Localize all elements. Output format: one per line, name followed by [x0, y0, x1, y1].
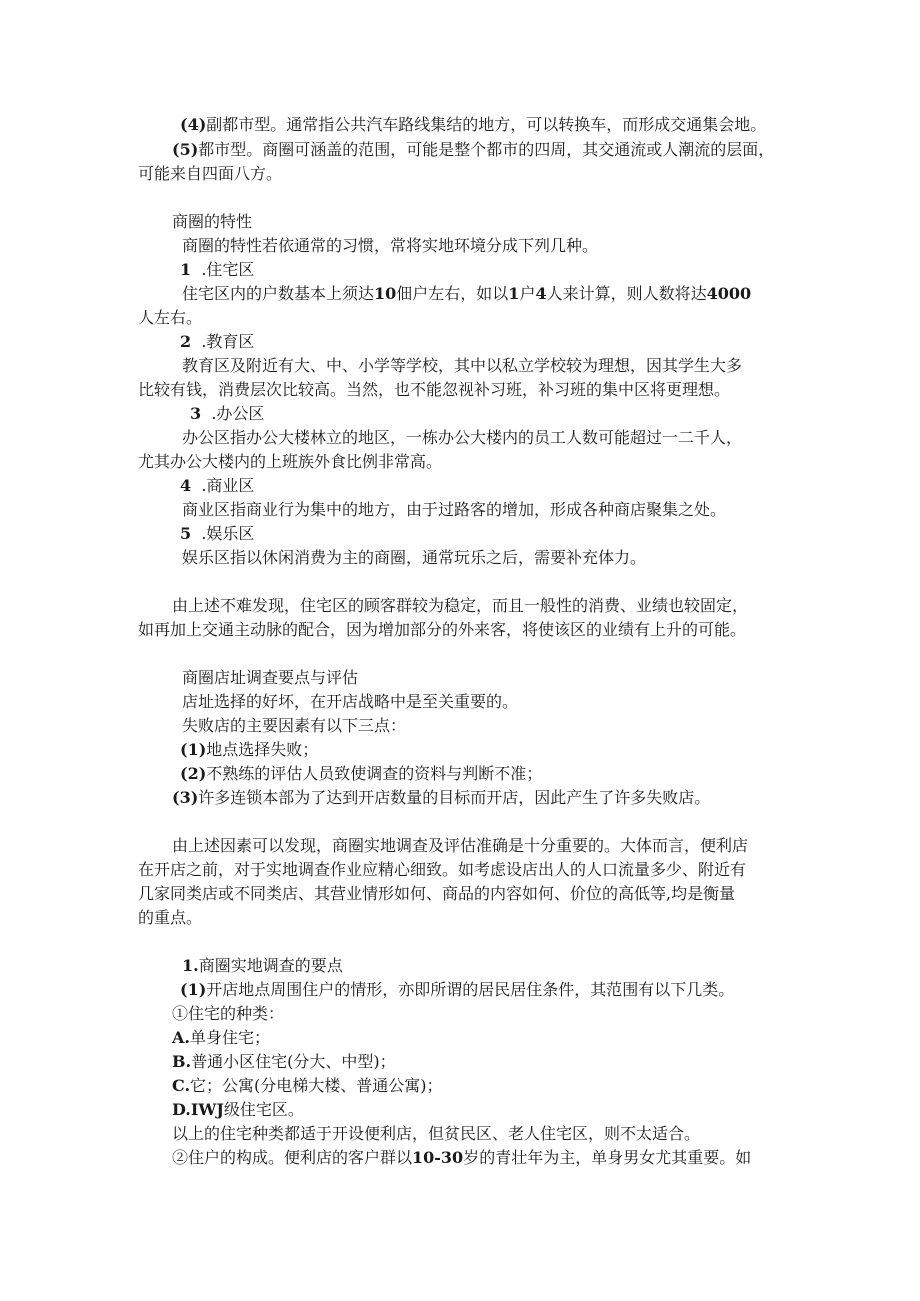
section-heading-characteristics: 商圈的特性 — [172, 212, 253, 231]
paragraph-subcenter-type — [180, 114, 766, 136]
list-item-heading-commercial — [180, 475, 254, 497]
text-fragment: 住宅区内的户数基本上须达 — [182, 284, 375, 303]
number: 10 — [374, 284, 397, 303]
education-desc: 教育区及附近有大、中、小学等学校，其中以私立学校较为理想，因其学生大多 — [182, 356, 743, 375]
item-number: (3) — [172, 788, 199, 807]
housing-type-item — [172, 1027, 270, 1049]
heading-number: 1. — [182, 956, 199, 975]
failure-causes-intro: 失败店的主要因素有以下三点： — [182, 716, 407, 735]
paragraph-text: 副都市型。通常指公共汽车路线集结的地方，可以转换车，而形成交通集会地。 — [206, 115, 767, 134]
item-label: .办公区 — [211, 404, 265, 423]
section-heading-site-survey: 商圈店址调查要点与评估 — [182, 668, 359, 687]
list-item-heading-office — [190, 403, 264, 425]
entertainment-desc: 娱乐区指以休闲消费为主的商圈，通常玩乐之后，需要补充体力。 — [182, 548, 647, 567]
item-label: .教育区 — [201, 332, 255, 351]
paragraph-city-type — [172, 139, 774, 161]
item-number: (4) — [180, 115, 207, 134]
text-fragment: 人来计算，则人数将达 — [546, 284, 707, 303]
number: 4 — [535, 284, 547, 303]
cause-text: 地点选择失败； — [206, 740, 319, 759]
list-item-heading-education — [180, 331, 254, 353]
item-number: 3 — [190, 404, 202, 423]
item-label: .商业区 — [201, 476, 255, 495]
residential-desc — [182, 283, 751, 305]
item-number: (1) — [180, 740, 207, 759]
conclusion-paragraph-cont: 几家同类店或不同类店、其营业情形如何、商品的内容如何、价位的高低等,均是衡量 — [138, 884, 736, 903]
type-text: 级住宅区。 — [223, 1100, 304, 1119]
point-text: 开店地点周围住户的情形，亦即所谓的居民居住条件，其范围有以下几类。 — [206, 980, 735, 999]
cause-text: 许多连锁本部为了达到开店数量的目标而开店，因此产生了许多失败店。 — [198, 788, 711, 807]
survey-point-1 — [180, 979, 734, 1001]
section-intro: 商圈的特性若依通常的习惯，常将实地环境分成下列几种。 — [182, 236, 599, 255]
commercial-desc: 商业区指商业行为集中的地方，由于过路客的增加，形成各种商店聚集之处。 — [182, 500, 727, 519]
item-letter: C. — [172, 1076, 191, 1095]
list-item-heading-residential — [180, 259, 254, 281]
text-fragment: 佃户左右，如以 — [396, 284, 509, 303]
item-letter: A. — [172, 1028, 190, 1047]
number: 10-30 — [412, 1148, 464, 1167]
housing-types-heading: ①住宅的种类： — [172, 1004, 285, 1023]
text-fragment: ②住户的构成。便利店的客户群以 — [172, 1148, 413, 1167]
heading-text: 商圈实地调查的要点 — [198, 956, 343, 975]
item-letter: D.IWJ — [172, 1100, 224, 1119]
cause-text: 不熟练的评估人员致使调查的资料与判断不准； — [206, 764, 543, 783]
housing-types-note: 以上的住宅种类都适于开设便利店，但贫民区、老人住宅区，则不太适合。 — [172, 1124, 701, 1143]
item-label: .住宅区 — [201, 260, 255, 279]
paragraph-city-type-cont: 可能来自四面八方。 — [138, 164, 283, 183]
summary-paragraph-cont: 如再加上交通主动脉的配合，因为增加部分的外来客，将使该区的业绩有上升的可能。 — [138, 620, 747, 639]
office-desc: 办公区指办公大楼林立的地区，一栋办公大楼内的员工人数可能超过一二千人， — [182, 428, 743, 447]
item-number: (2) — [180, 764, 207, 783]
item-number: (1) — [180, 980, 207, 999]
housing-type-item — [172, 1099, 304, 1121]
failure-cause-item — [180, 763, 542, 785]
item-number: 1 — [180, 260, 192, 279]
number: 1 — [508, 284, 520, 303]
office-desc-cont: 尤其办公大楼内的上班族外食比例非常高。 — [138, 452, 443, 471]
item-label: .娱乐区 — [201, 524, 255, 543]
failure-cause-item — [172, 787, 710, 809]
type-text: 单身住宅； — [189, 1028, 270, 1047]
resident-composition — [172, 1147, 751, 1169]
housing-type-item — [172, 1051, 396, 1073]
item-number: (5) — [172, 140, 199, 159]
paragraph-text: 都市型。商圈可涵盖的范围，可能是整个都市的四周，其交通流或人潮流的层面， — [198, 140, 775, 159]
number: 4000 — [706, 284, 752, 303]
residential-desc-cont: 人左右。 — [138, 308, 203, 327]
conclusion-paragraph-cont: 的重点。 — [138, 908, 203, 927]
failure-cause-item — [180, 739, 318, 761]
list-item-heading-entertainment — [180, 523, 254, 545]
education-desc-cont: 比较有钱，消费层次比较高。当然，也不能忽视补习班，补习班的集中区将更理想。 — [138, 380, 731, 399]
item-number: 5 — [180, 524, 192, 543]
item-number: 2 — [180, 332, 192, 351]
type-text: 它；公寓(分电梯大楼、普通公寓)； — [190, 1076, 443, 1095]
type-text: 普通小区住宅(分大、中型)； — [191, 1052, 396, 1071]
conclusion-paragraph: 由上述因素可以发现，商圈实地调查及评估准确是十分重要的。大体而言，便利店 — [172, 836, 749, 855]
text-fragment: 岁的青壮年为主，单身男女尤其重要。如 — [463, 1148, 752, 1167]
summary-paragraph: 由上述不难发现，住宅区的顾客群较为稳定，而且一般性的消费、业绩也较固定， — [172, 596, 749, 615]
item-number: 4 — [180, 476, 192, 495]
conclusion-paragraph-cont: 在开店之前，对于实地调查作业应精心细致。如考虑设店出人的人口流量多少、附近有 — [138, 860, 747, 879]
text-fragment: 户 — [519, 284, 536, 303]
section-heading-survey-points — [182, 955, 343, 977]
site-importance: 店址选择的好坏，在开店战略中是至关重要的。 — [182, 692, 519, 711]
item-letter: B. — [172, 1052, 192, 1071]
housing-type-item — [172, 1075, 443, 1097]
